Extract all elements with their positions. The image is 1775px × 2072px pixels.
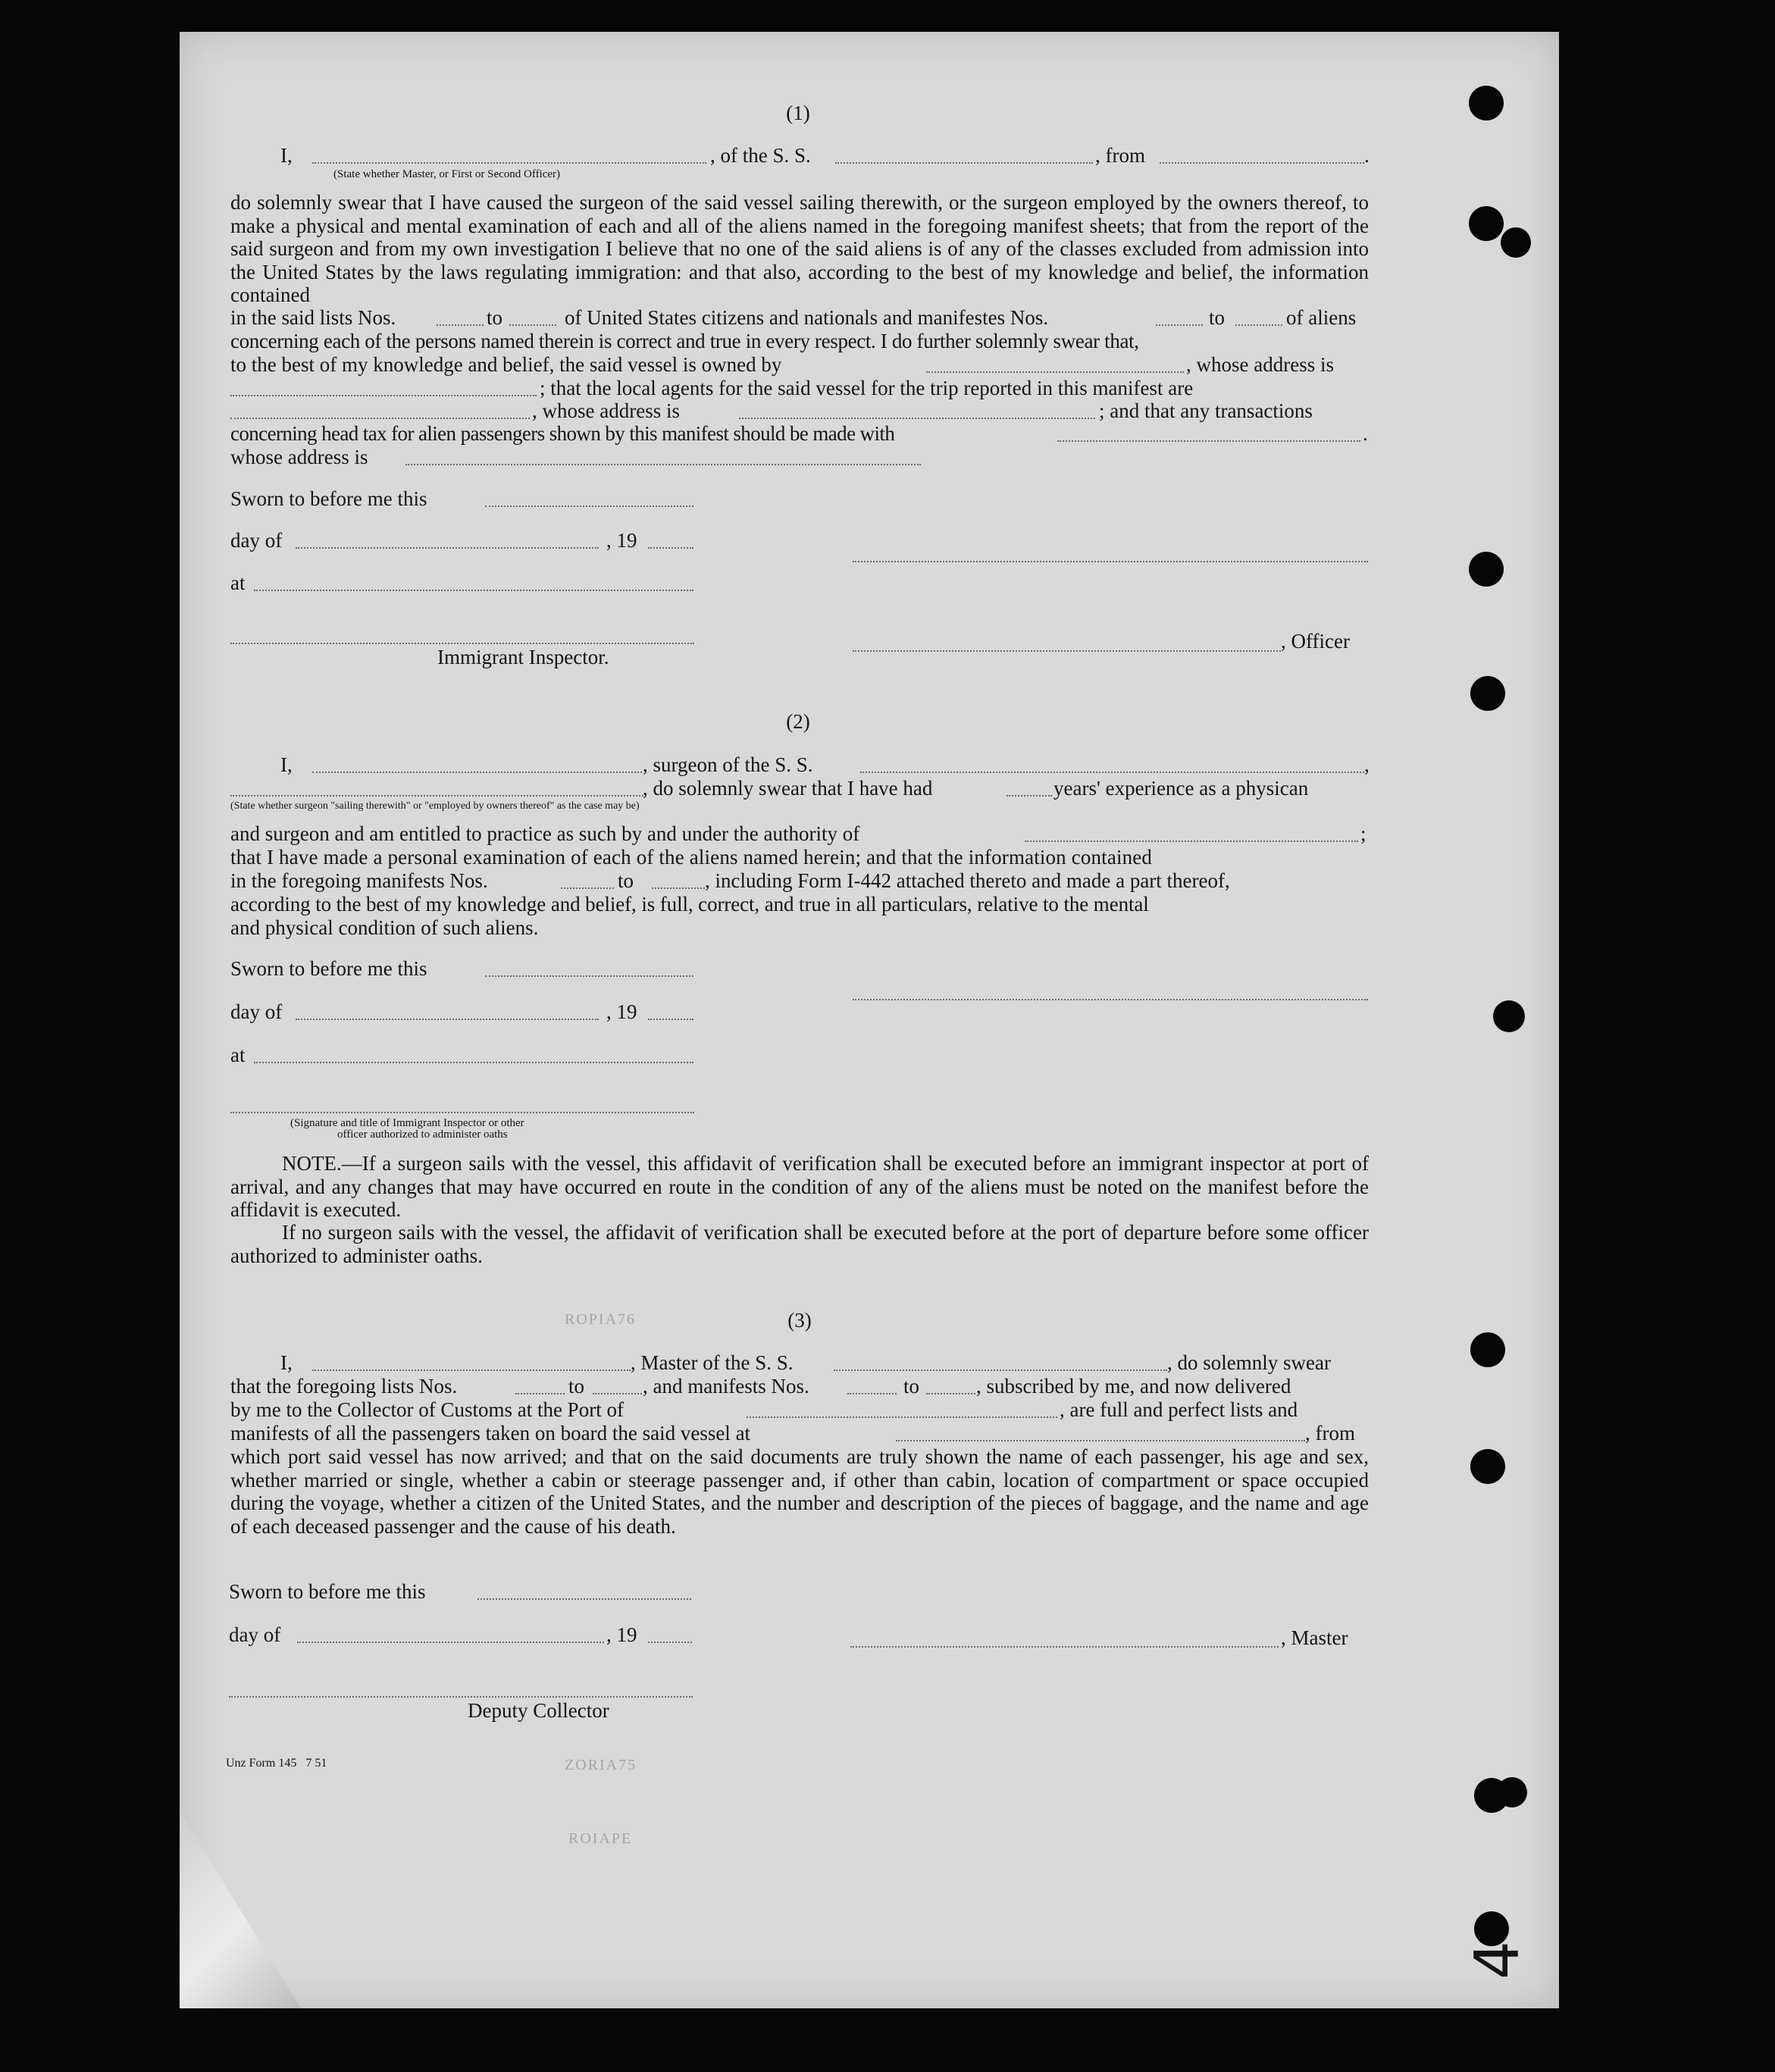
- blank-master-name: [312, 1369, 631, 1371]
- note-paragraph-1: NOTE.—If a surgeon sails with the vessel, this affidavit of verification shall be executed before an immigrant inspector at port of arrival, and any changes that may have occurred en route in the condition of any of the aliens must be noted on the manifest before the affidavit is executed.: [230, 1152, 1369, 1221]
- s2-line3a: and surgeon and am entitled to practice as such by and under the authority of: [230, 822, 860, 845]
- s1-inspector: Immigrant Inspector.: [437, 646, 609, 668]
- blank-ship-name: [835, 162, 1093, 164]
- s2-line3b: ;: [1360, 822, 1366, 845]
- s2-line2a: , do solemnly swear that I have had: [643, 777, 933, 800]
- s2-at: at: [230, 1044, 246, 1066]
- s1-officer-note: (State whether Master, or First or Second Officer): [333, 168, 561, 180]
- s1-year: , 19: [606, 529, 637, 552]
- s3-master: , Master: [1281, 1626, 1348, 1649]
- s1-body-text: do solemnly swear that I have caused the surgeon of the said vessel sailing therewith, or the surgeon employed by the owners thereof, to make a physical and mental examination of each and all of the aliens named in the foregoing manifest sheets; that from the report of the said surgeon and from my own investigation I believe that no one of the said aliens is of any of the classes excluded from admission into the United States by the laws regulating immigration: and that also, according to the best of my knowledge and belief, the information contained: [230, 191, 1369, 306]
- blank-master-signature: [850, 1646, 1279, 1648]
- bleed-through-stamp: ZORIA75: [565, 1757, 637, 1773]
- blank-officer-title: [312, 162, 706, 164]
- s1-line11b: ; and that any transactions: [1099, 399, 1313, 422]
- s2-line7: and physical condition of such aliens.: [230, 916, 539, 939]
- s2-line1-end: ,: [1364, 753, 1370, 776]
- blank-s2-manifest-to: [652, 887, 705, 889]
- s1-line1-end: .: [1364, 144, 1370, 167]
- bleed-through-stamp: ROIAPE: [568, 1830, 633, 1847]
- s2-signature-note-2: officer authorized to administer oaths: [337, 1128, 508, 1141]
- blank-inspector-signature: [230, 643, 694, 644]
- blank-surgeon-status: [230, 795, 643, 797]
- s1-line7b: to: [487, 306, 503, 329]
- s2-line2b: years' experience as a physican: [1053, 777, 1309, 800]
- handwritten-page-number: 4: [1461, 1941, 1532, 1980]
- section-1-number: (1): [786, 102, 810, 124]
- s3-line3b: , are full and perfect lists and: [1060, 1398, 1298, 1421]
- blank-s3-year: [648, 1642, 692, 1643]
- blank-month: [296, 547, 599, 549]
- punch-hole: [1470, 676, 1505, 711]
- s1-dayof: day of: [230, 529, 283, 552]
- s2-line5c: , including Form I-442 attached thereto and made a part thereof,: [705, 869, 1230, 892]
- s3-line4a: manifests of all the passengers taken on board the said vessel at: [230, 1422, 751, 1444]
- blank-lists-to: [509, 324, 556, 326]
- blank-manifests-to: [1235, 324, 1282, 326]
- blank-vessel-owner: [926, 371, 1184, 373]
- s3-sworn: Sworn to before me this: [229, 1580, 426, 1603]
- bleed-through-stamp: ROPIA76: [565, 1311, 637, 1328]
- blank-officer-signature: [853, 650, 1281, 652]
- s1-line9a: to the best of my knowledge and belief, the said vessel is owned by: [230, 353, 782, 376]
- blank-s3-ship-name: [834, 1369, 1167, 1371]
- section-2-number: (2): [786, 710, 810, 733]
- blank-agents-address: [739, 418, 1095, 419]
- s2-sworn: Sworn to before me this: [230, 957, 427, 980]
- blank-manifests-from: [1156, 324, 1203, 326]
- s1-line7e: of aliens: [1286, 306, 1357, 329]
- blank-s2-year: [648, 1019, 693, 1020]
- punch-hole: [1469, 86, 1504, 121]
- s3-line2b: to: [568, 1375, 585, 1398]
- blank-local-agents: [230, 418, 530, 419]
- blank-s3-manifests-from: [847, 1393, 897, 1394]
- section-3-number: (3): [787, 1309, 812, 1332]
- s3-line4b: , from: [1305, 1422, 1355, 1444]
- s1-line10: ; that the local agents for the said vessel for the trip reported in this manifest are: [540, 377, 1194, 399]
- blank-affiant-signature: [853, 561, 1368, 562]
- blank-s2-sworn-day: [485, 975, 693, 977]
- blank-authority: [1025, 840, 1358, 842]
- blank-years: [1006, 795, 1052, 797]
- s3-line2a: that the foregoing lists Nos.: [230, 1375, 458, 1398]
- blank-s2-place: [254, 1062, 693, 1063]
- punch-hole: [1493, 1000, 1525, 1032]
- blank-s2-manifest-from: [561, 887, 614, 889]
- s1-line9b: , whose address is: [1186, 353, 1334, 376]
- s1-line12-end: .: [1363, 422, 1368, 445]
- s3-line3a: by me to the Collector of Customs at the Port of: [230, 1398, 624, 1421]
- punch-hole: [1470, 1449, 1505, 1484]
- s1-line7a: in the said lists Nos.: [230, 306, 396, 329]
- blank-s2-surgeon-signature: [853, 999, 1368, 1000]
- blank-deputy-signature: [229, 1696, 693, 1698]
- s1-line13: whose address is: [230, 446, 368, 468]
- s2-line5a: in the foregoing manifests Nos.: [230, 869, 488, 892]
- s3-line2c: , and manifests Nos.: [643, 1375, 809, 1398]
- s2-line5b: to: [618, 869, 634, 892]
- punch-hole: [1469, 206, 1504, 241]
- blank-s2-inspector-signature: [230, 1112, 694, 1113]
- s3-line2d: to: [903, 1375, 920, 1398]
- punch-hole: [1470, 1332, 1505, 1367]
- s2-surgeon-note: (State whether surgeon "sailing therewith" or "employed by owners thereof" as the case may be): [230, 800, 640, 812]
- blank-s3-sworn-day: [477, 1598, 691, 1600]
- blank-sworn-day: [485, 505, 693, 507]
- s1-line1-ship: , of the S. S.: [710, 144, 811, 167]
- s2-line1-i: I,: [280, 753, 293, 776]
- s3-line1-i: I,: [280, 1351, 293, 1374]
- blank-s3-manifests-to: [926, 1393, 975, 1394]
- s1-officer: , Officer: [1281, 630, 1350, 653]
- blank-s2-ship-name: [860, 772, 1364, 773]
- blank-s3-lists-from: [515, 1393, 565, 1394]
- blank-port-of-arrival: [747, 1416, 1057, 1418]
- blank-s2-month: [296, 1019, 599, 1020]
- s3-year: , 19: [606, 1623, 637, 1646]
- s1-at: at: [230, 571, 246, 594]
- s2-dayof: day of: [230, 1000, 283, 1023]
- blank-port-of-departure: [896, 1440, 1305, 1441]
- s2-year: , 19: [606, 1000, 637, 1023]
- blank-s3-month: [297, 1642, 604, 1643]
- s2-line1-ship: , surgeon of the S. S.: [643, 753, 813, 776]
- blank-s3-lists-to: [593, 1393, 642, 1394]
- s1-line7d: to: [1209, 306, 1226, 329]
- s2-line4: that I have made a personal examination of each of the aliens named herein; and that the information contained: [230, 846, 1153, 869]
- note-paragraph-2: If no surgeon sails with the vessel, the affidavit of verification shall be executed before at the port of departure before some officer authorized to administer oaths.: [230, 1221, 1369, 1267]
- s1-line11a: , whose address is: [532, 399, 680, 422]
- blank-year: [648, 547, 693, 549]
- s3-line1-end: , do solemnly swear: [1167, 1351, 1331, 1374]
- blank-lists-from: [437, 324, 484, 326]
- s1-line1-i: I,: [280, 144, 293, 167]
- s1-line7c: of United States citizens and nationals and manifestes Nos.: [565, 306, 1049, 329]
- s2-line6: according to the best of my knowledge and belief, is full, correct, and true in all particulars, relative to the mental: [230, 893, 1149, 915]
- punch-hole: [1469, 552, 1504, 587]
- s1-sworn: Sworn to before me this: [230, 487, 427, 510]
- s3-dayof: day of: [229, 1623, 281, 1646]
- blank-from-port: [1160, 162, 1364, 164]
- blank-owner-address: [230, 395, 537, 396]
- s3-line2e: , subscribed by me, and now delivered: [976, 1375, 1291, 1398]
- s1-line8: concerning each of the persons named therein is correct and true in every respect. I do further solemnly swear that,: [230, 330, 1139, 352]
- s2-signature-note-1: (Signature and title of Immigrant Inspector or other: [290, 1117, 524, 1129]
- form-footer: Unz Form 145 7 51: [226, 1757, 327, 1770]
- s3-deputy: Deputy Collector: [468, 1699, 609, 1722]
- punch-hole: [1497, 1777, 1527, 1808]
- blank-head-tax-contact: [1057, 440, 1360, 442]
- blank-place: [254, 590, 693, 591]
- punch-hole: [1501, 227, 1531, 258]
- s3-line1-ship: , Master of the S. S.: [631, 1351, 794, 1374]
- blank-contact-address: [405, 464, 921, 465]
- s3-body-text: which port said vessel has now arrived; and that on the said documents are truly shown the name of each passenger, his age and sex, whether married or single, whether a cabin or steerage passenger and, if other than cabin, location of compartment or space occupied during the voyage, whether a citizen of the United States, and the number and description of the pieces of baggage, and the name and age of each deceased passenger and the cause of his death.: [230, 1445, 1369, 1538]
- s1-line12: concerning head tax for alien passengers shown by this manifest should be made with: [230, 422, 895, 445]
- blank-surgeon-name: [312, 772, 642, 773]
- s1-line1-from: , from: [1095, 144, 1145, 167]
